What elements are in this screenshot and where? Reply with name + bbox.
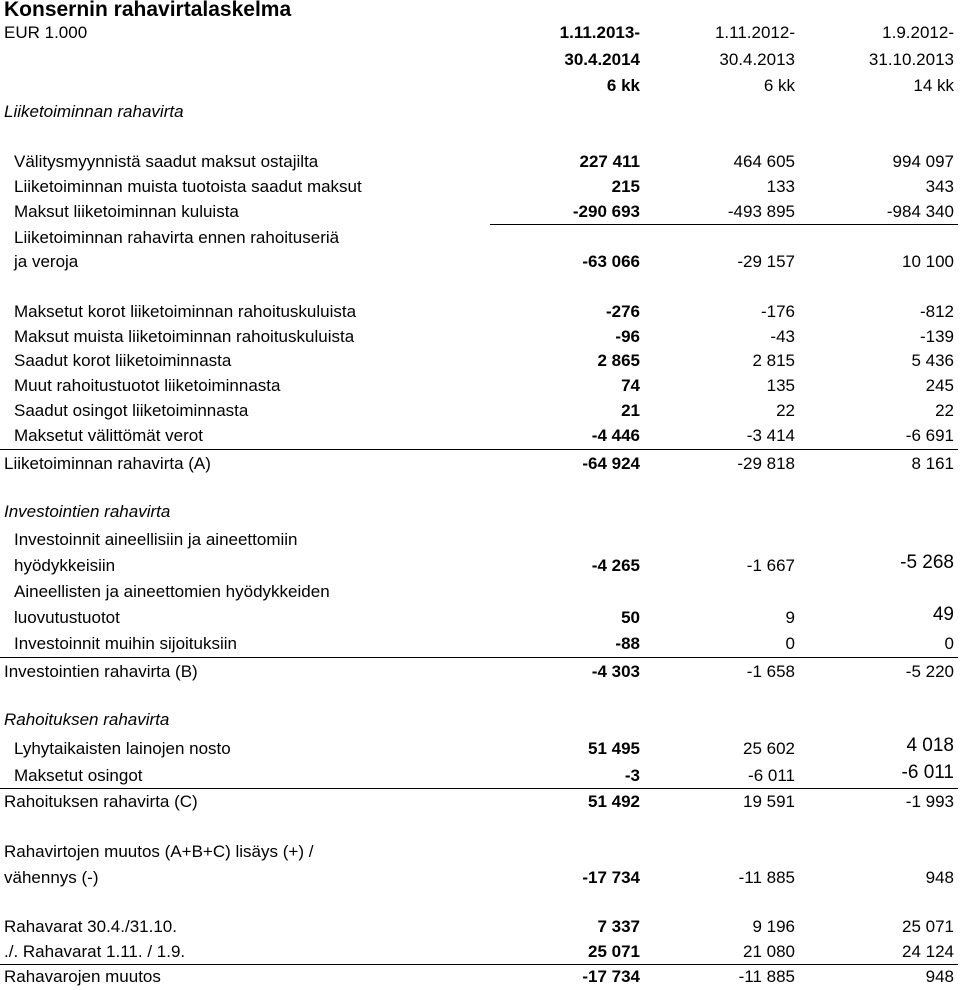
period-1-end: 30.4.2014 [564,50,640,69]
row-label: Maksetut osingot [14,766,143,785]
row-label: Välitysmyynnistä saadut maksut ostajilta [14,152,319,171]
header-row-2 [0,47,960,73]
value-period-1: 51 492 [588,792,640,811]
value-period-3: -984 340 [886,202,954,221]
currency-label: EUR 1.000 [4,23,88,42]
value-period-1: -63 066 [582,252,640,271]
value-period-3: 4 018 [906,735,954,756]
section-heading-label: Rahoituksen rahavirta [4,710,170,729]
value-period-1: -64 924 [582,454,640,473]
value-period-1: -96 [615,327,640,346]
value-period-1: 2 865 [597,351,640,370]
row-label: Lyhytaikaisten lainojen nosto [14,739,231,758]
value-period-3: 948 [925,967,954,986]
value-period-2: 135 [766,376,795,395]
section-heading-label: Investointien rahavirta [4,502,171,521]
row-label: Muut rahoitustuotot liiketoiminnasta [14,376,281,395]
value-period-2: -6 011 [748,766,795,785]
row-label: Investointien rahavirta (B) [4,662,198,681]
table-row [0,736,960,762]
value-period-1: -3 [624,766,640,785]
value-period-1: -290 693 [572,202,640,221]
row-label: Maksetut välittömät verot [14,426,203,445]
table-row [0,914,960,940]
row-label: Saadut korot liiketoiminnasta [14,351,232,370]
value-period-3: 5 436 [911,351,954,370]
row-label: Rahavarojen muutos [4,967,161,986]
value-period-2: -493 895 [727,202,795,221]
divider [0,657,958,658]
row-label-line [0,579,960,605]
value-period-2: -3 414 [746,426,795,445]
section-heading-label: Liiketoiminnan rahavirta [4,102,184,121]
row-label: Maksetut korot liiketoiminnan rahoituskuluista [14,302,357,321]
value-period-2: 133 [766,177,795,196]
total-row-investing [0,659,960,685]
section-heading-operating [0,99,960,125]
table-row [0,763,960,789]
table-row [0,939,960,965]
value-period-2: -43 [770,327,795,346]
value-period-3: -1 993 [905,792,954,811]
period-1-start: 1.11.2013- [559,23,640,42]
value-period-2: -1 658 [746,662,795,681]
value-period-3: -6 691 [905,426,954,445]
value-period-3: 948 [925,868,954,887]
table-row [0,348,960,374]
value-period-1: 51 495 [588,739,640,758]
value-period-3: 22 [935,401,954,420]
value-period-1: 215 [611,177,640,196]
period-3-months: 14 kk [913,76,954,95]
row-label: Liiketoiminnan rahavirta (A) [4,454,211,473]
row-label: Rahoituksen rahavirta (C) [4,792,198,811]
row-label: Investoinnit muihin sijoituksiin [14,634,237,653]
value-period-1: -17 734 [582,868,640,887]
section-heading-investing [0,499,960,525]
table-row [0,174,960,200]
row-label: Maksut liiketoiminnan kuluista [14,202,239,221]
value-period-2: -29 157 [737,252,795,271]
value-period-2: 2 815 [752,351,795,370]
row-label: Liiketoiminnan rahavirta ennen rahoituseriä [14,228,340,247]
row-label: ./. Rahavarat 1.11. / 1.9. [4,942,186,961]
change-label-line [0,839,960,865]
value-period-1: 7 337 [597,917,640,936]
value-period-3: 343 [925,177,954,196]
value-period-2: 0 [785,634,795,653]
value-period-1: -4 446 [591,426,640,445]
row-label-line [0,527,960,553]
value-period-1: -17 734 [582,967,640,986]
subtotal-row [0,249,960,275]
total-row-operating [0,451,960,477]
value-period-2: -11 885 [738,868,795,887]
value-period-3: -5 220 [905,662,954,681]
value-period-2: -1 667 [746,556,795,575]
value-period-1: -4 265 [591,556,640,575]
value-period-3: 24 124 [902,942,954,961]
page-title: Konsernin rahavirtalaskelma [4,0,292,21]
value-period-3: 49 [932,604,954,625]
value-period-3: 25 071 [902,917,954,936]
row-label: Investoinnit aineellisiin ja aineettomiin [14,530,298,549]
row-label: Liiketoiminnan muista tuotoista saadut maksut [14,177,362,196]
value-period-3: 245 [925,376,954,395]
value-period-1: 74 [621,376,640,395]
value-period-2: -11 885 [738,967,795,986]
value-period-1: 50 [621,608,640,627]
table-row [0,553,960,579]
period-2-months: 6 kk [763,76,795,95]
row-label: Saadut osingot liiketoiminnasta [14,401,249,420]
value-period-3: -5 268 [900,552,954,573]
table-row [0,199,960,225]
table-row [0,605,960,631]
value-period-3: -6 011 [901,762,954,783]
table-row [0,324,960,350]
row-label: Maksut muista liiketoiminnan rahoituskuluista [14,327,355,346]
value-period-3: -139 [919,327,954,346]
value-period-2: -176 [760,302,795,321]
period-2-start: 1.11.2012- [714,23,795,42]
value-period-1: 227 411 [579,152,640,171]
row-label: luovutustuotot [14,608,120,627]
value-period-3: -812 [919,302,954,321]
table-row [0,299,960,325]
period-3-start: 1.9.2012- [882,23,954,42]
value-period-1: 25 071 [588,942,640,961]
row-label: Rahavirtojen muutos (A+B+C) lisäys (+) / [4,842,314,861]
period-2-end: 30.4.2013 [719,50,795,69]
value-period-2: 22 [776,401,795,420]
row-label: vähennys (-) [4,868,99,887]
period-3-end: 31.10.2013 [868,50,954,69]
change-row [0,865,960,891]
value-period-2: 9 [785,608,795,627]
table-row [0,631,960,657]
table-row [0,149,960,175]
value-period-2: 25 602 [743,739,795,758]
header-row-3 [0,73,960,99]
value-period-1: -4 303 [591,662,640,681]
value-period-2: 19 591 [743,792,795,811]
value-period-1: -276 [605,302,640,321]
value-period-3: 10 100 [902,252,954,271]
subtotal-label-row [0,225,960,251]
table-row [0,964,960,990]
period-1-months: 6 kk [606,76,640,95]
row-label: ja veroja [14,252,79,271]
row-label: Aineellisten ja aineettomien hyödykkeiden [14,582,330,601]
table-row [0,398,960,424]
section-heading-financing [0,707,960,733]
header-row-1 [0,20,960,46]
value-period-3: 0 [944,634,954,653]
divider [0,449,958,450]
value-period-3: 8 161 [911,454,954,473]
row-label: hyödykkeisiin [14,556,116,575]
value-period-1: 21 [621,401,640,420]
table-row [0,373,960,399]
value-period-2: 9 196 [752,917,795,936]
value-period-1: -88 [615,634,640,653]
table-row [0,423,960,449]
value-period-2: 21 080 [743,942,795,961]
row-label: Rahavarat 30.4./31.10. [4,917,177,936]
value-period-2: 464 605 [733,152,795,171]
value-period-3: 994 097 [892,152,954,171]
value-period-2: -29 818 [737,454,795,473]
total-row-financing [0,789,960,815]
